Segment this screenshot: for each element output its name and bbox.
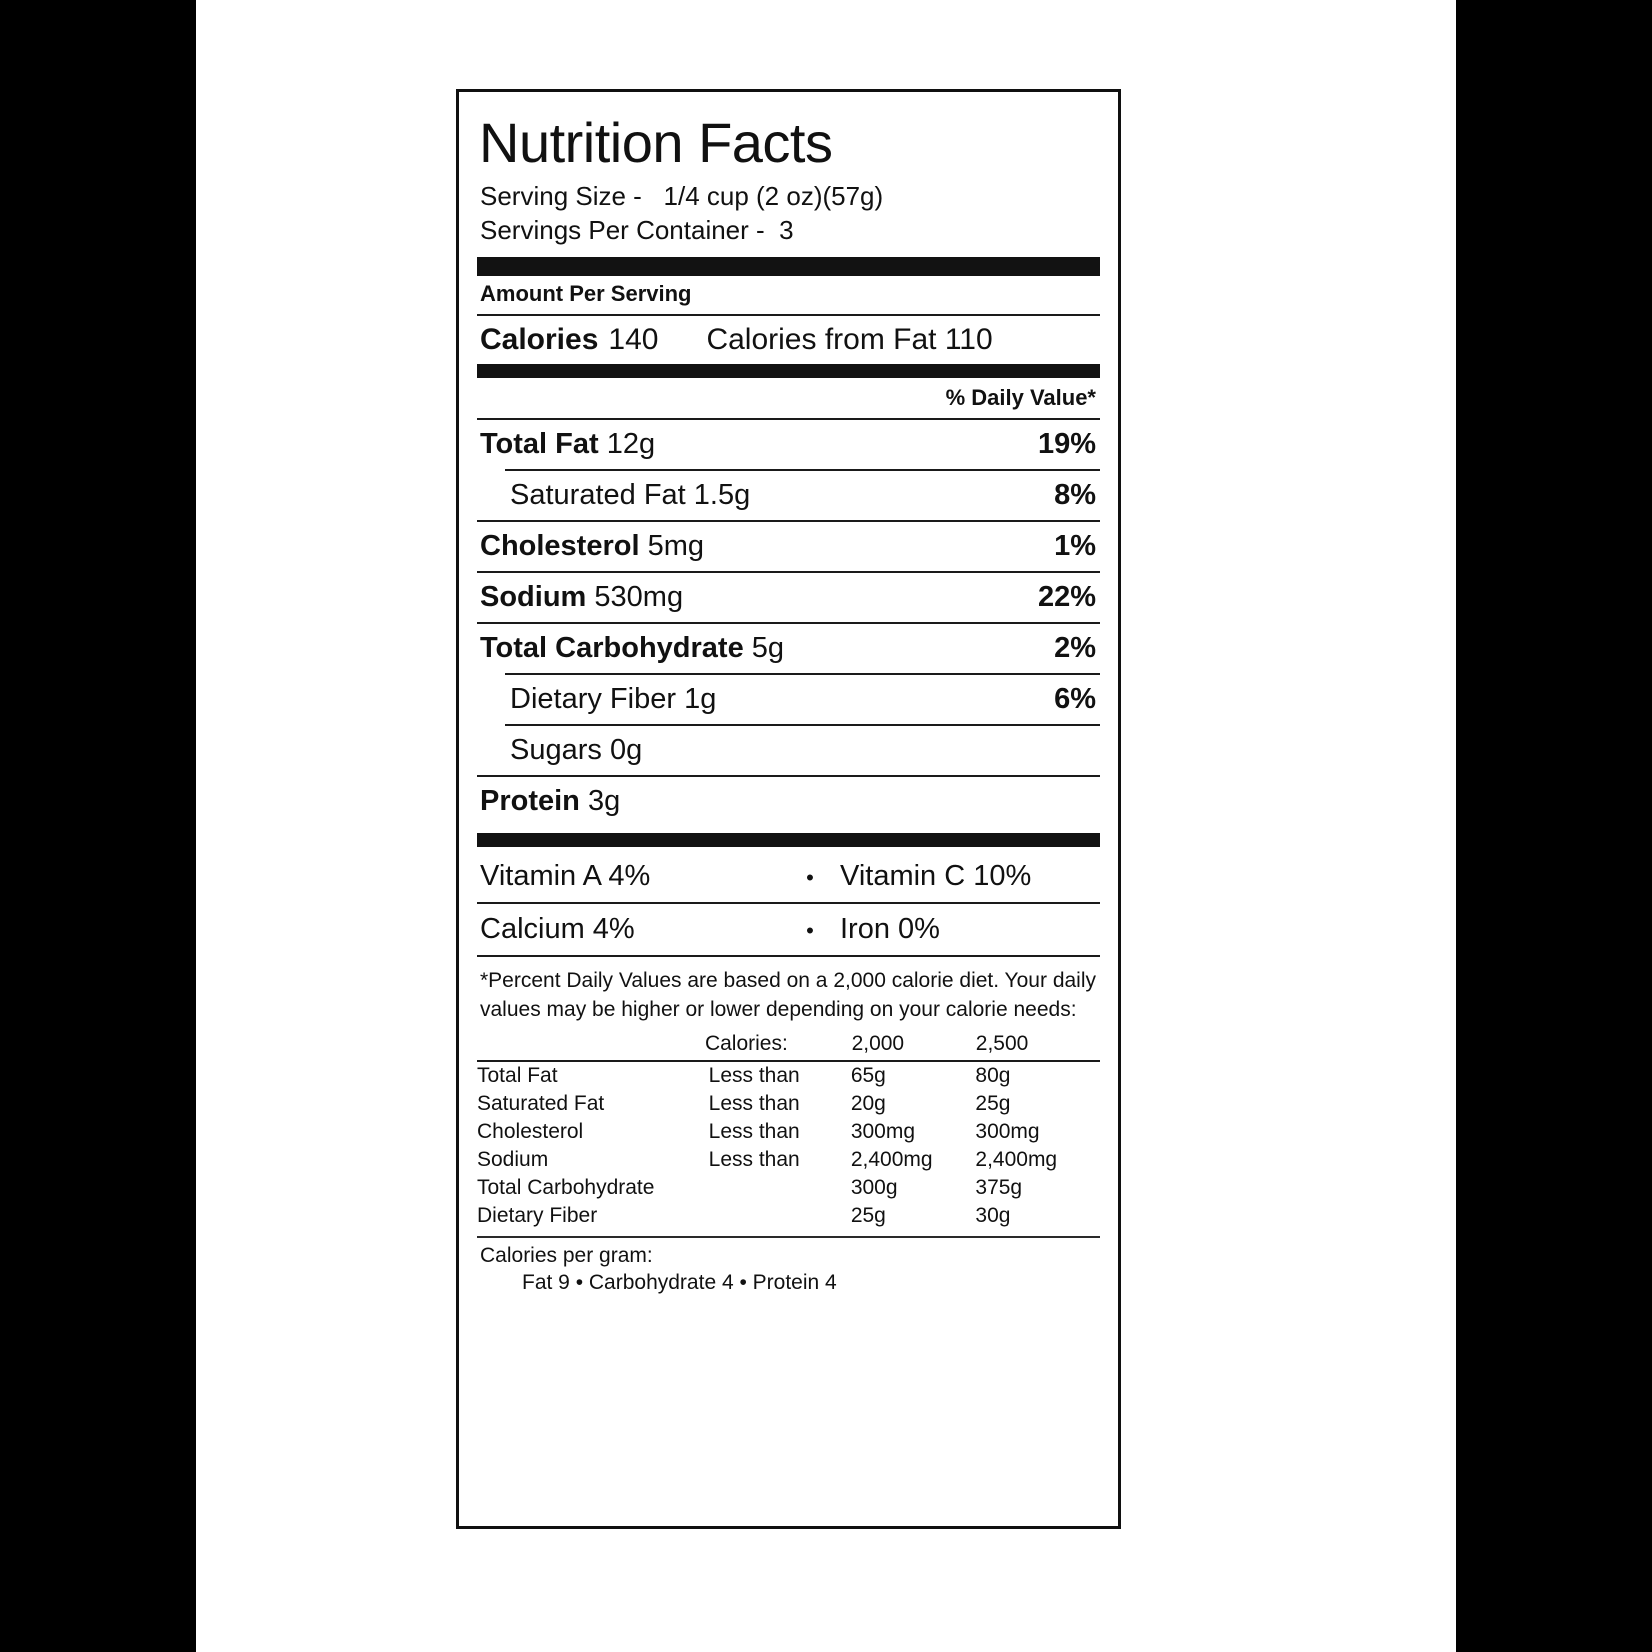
divider-thick-top	[477, 257, 1100, 276]
dv-header-2000: 2,000	[851, 1032, 905, 1056]
dv-header-calories: Calories:	[704, 1032, 788, 1056]
nutrition-facts-panel	[456, 89, 1121, 1529]
dv-header-blank	[477, 1030, 705, 1060]
nutrient-name: Cholesterol 5mg	[480, 530, 705, 563]
nutrient-row-sodium	[477, 573, 1100, 622]
iron-value: Iron 0%	[840, 913, 940, 946]
bullet-icon: •	[806, 918, 814, 944]
nutrient-percent: 22%	[1037, 581, 1096, 614]
calories-per-gram-label: Calories per gram:	[480, 1244, 653, 1268]
document-page	[196, 0, 1456, 1652]
dv-row-2500: 375g	[975, 1176, 1023, 1200]
nutrient-row-total-fat	[477, 420, 1100, 469]
nutrient-row-cholesterol	[477, 522, 1100, 571]
nutrient-name: Total Fat 12g	[480, 428, 656, 461]
table-row	[477, 1062, 1100, 1090]
dv-header-2500: 2,500	[975, 1032, 1029, 1056]
nutrient-row-protein	[477, 777, 1100, 826]
table-row	[477, 1146, 1100, 1174]
dv-row-less: Less than	[708, 1120, 800, 1144]
divider-rule	[477, 1236, 1100, 1238]
dv-row-2500: 25g	[975, 1092, 1011, 1116]
daily-value-table	[477, 1030, 1100, 1060]
calories-from-fat: Calories from Fat 110	[706, 323, 993, 357]
vitamin-a-value: Vitamin A 4%	[480, 860, 651, 893]
table-row	[477, 1090, 1100, 1118]
nutrient-name: Total Carbohydrate 5g	[480, 632, 785, 665]
dv-row-2000: 65g	[850, 1064, 886, 1088]
dv-row-2500: 2,400mg	[975, 1148, 1058, 1172]
dv-row-2500: 80g	[975, 1064, 1011, 1088]
table-row	[477, 1118, 1100, 1146]
dv-row-less: Less than	[708, 1064, 800, 1088]
dv-row-label: Total Fat	[477, 1064, 558, 1088]
dv-row-less	[709, 1174, 851, 1202]
vitamin-row-calcium-iron	[477, 904, 1100, 955]
nutrient-percent: 2%	[1054, 632, 1096, 665]
calories-per-gram-values: Fat 9 • Carbohydrate 4 • Protein 4	[522, 1271, 837, 1295]
dv-row-less	[709, 1202, 851, 1230]
calories-row	[480, 323, 1100, 357]
dv-row-2000: 300mg	[850, 1120, 916, 1144]
calories-label: Calories	[480, 323, 599, 357]
vitamin-row-a-c	[477, 851, 1100, 902]
divider-rule	[477, 314, 1100, 316]
divider-medium	[477, 833, 1100, 847]
dv-row-2000: 20g	[850, 1092, 886, 1116]
page-title: Nutrition Facts	[479, 111, 833, 174]
divider-medium	[477, 364, 1100, 378]
dv-row-less: Less than	[708, 1092, 800, 1116]
nutrient-name: Saturated Fat 1.5g	[510, 479, 751, 512]
nutrient-name: Sugars 0g	[510, 734, 643, 767]
dv-row-label: Dietary Fiber	[477, 1204, 598, 1228]
daily-value-table-body	[477, 1062, 1100, 1230]
nutrient-percent: 19%	[1037, 428, 1096, 461]
table-row	[477, 1174, 1100, 1202]
dv-row-less: Less than	[708, 1148, 800, 1172]
dv-row-2000: 25g	[850, 1204, 886, 1228]
serving-size-line: Serving Size - 1/4 cup (2 oz)(57g)	[480, 180, 884, 211]
nutrient-percent: 6%	[1054, 683, 1096, 716]
calories-value: 140	[608, 323, 659, 357]
daily-value-header: % Daily Value*	[945, 385, 1096, 411]
amount-per-serving-label: Amount Per Serving	[480, 281, 692, 307]
dv-row-label: Cholesterol	[477, 1120, 584, 1144]
dv-row-2000: 2,400mg	[850, 1148, 933, 1172]
calcium-value: Calcium 4%	[480, 913, 635, 946]
nutrient-percent: 1%	[1054, 530, 1096, 563]
dv-row-label: Saturated Fat	[477, 1092, 605, 1116]
dv-row-label: Total Carbohydrate	[477, 1176, 655, 1200]
nutrient-row-total-carbohydrate	[477, 624, 1100, 673]
dv-row-2500: 300mg	[975, 1120, 1040, 1144]
nutrient-percent: 8%	[1054, 479, 1096, 512]
servings-per-container-line: Servings Per Container - 3	[480, 215, 794, 246]
nutrient-name: Sodium 530mg	[480, 581, 684, 614]
nutrient-row-saturated-fat	[477, 471, 1100, 520]
daily-value-footnote: *Percent Daily Values are based on a 2,000 calorie diet. Your daily values may be higher or lower depending on your calorie needs:	[480, 969, 1097, 1021]
table-row	[477, 1202, 1100, 1230]
bullet-icon: •	[806, 865, 814, 891]
divider-rule	[477, 955, 1100, 957]
dv-row-2000: 300g	[850, 1176, 898, 1200]
table-row-header	[477, 1030, 1100, 1060]
nutrient-name: Dietary Fiber 1g	[510, 683, 717, 716]
vitamin-c-value: Vitamin C 10%	[840, 860, 1032, 893]
nutrient-name: Protein 3g	[480, 785, 621, 818]
dv-row-label: Sodium	[477, 1148, 549, 1172]
dv-row-2500: 30g	[975, 1204, 1011, 1228]
nutrient-row-dietary-fiber	[477, 675, 1100, 724]
nutrient-row-sugars	[477, 726, 1100, 775]
